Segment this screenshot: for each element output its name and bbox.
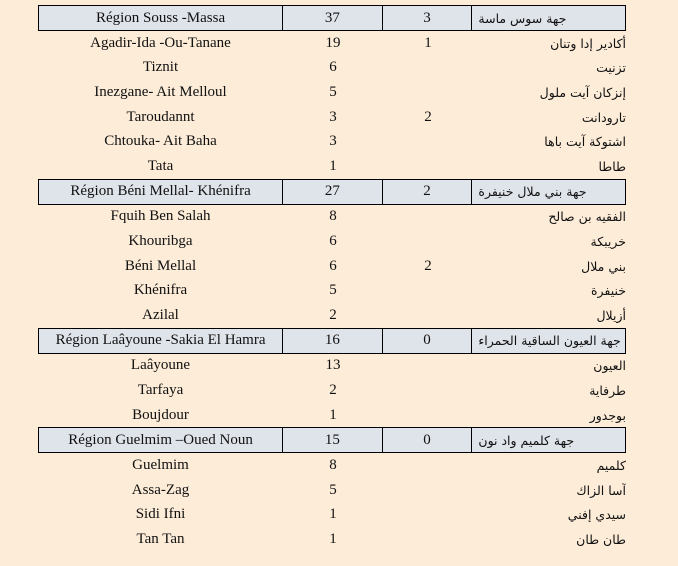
region-header-row	[38, 328, 626, 354]
region-other: 0	[383, 428, 473, 452]
province-row	[38, 31, 626, 56]
province-arabic-name: كلميم	[596, 458, 626, 474]
province-row	[38, 378, 626, 403]
province-seats: 8	[329, 457, 337, 474]
province-name: Guelmim	[132, 457, 189, 474]
province-other	[383, 527, 473, 552]
province-other: 2	[424, 108, 432, 125]
province-row	[38, 229, 626, 254]
region-other: 0	[383, 329, 473, 353]
province-arabic-name: آسا الزاك	[576, 482, 626, 498]
province-row	[38, 129, 626, 154]
province-row	[38, 503, 626, 528]
province-arabic-name: اشتوكة آيت باها	[544, 134, 626, 150]
region-seats: 27	[283, 180, 383, 204]
province-name: Khouribga	[128, 232, 193, 249]
province-other	[383, 129, 473, 154]
province-other	[383, 229, 473, 254]
province-arabic-name: بوجدور	[589, 407, 626, 423]
province-row	[38, 303, 626, 328]
region-other: 2	[383, 180, 473, 204]
province-other	[383, 478, 473, 503]
province-row	[38, 453, 626, 478]
province-arabic-name: طرفاية	[589, 382, 626, 398]
province-other	[383, 453, 473, 478]
province-seats: 1	[329, 157, 337, 174]
regions-table	[38, 5, 626, 552]
province-arabic-name: خنيفرة	[590, 283, 626, 299]
province-name: Tata	[147, 157, 174, 174]
province-other	[383, 403, 473, 428]
province-other	[383, 378, 473, 403]
region-name: Région Guelmim –Oued Noun	[39, 428, 283, 452]
province-other	[383, 80, 473, 105]
province-other	[383, 278, 473, 303]
province-seats: 5	[329, 83, 337, 100]
region-seats: 16	[283, 329, 383, 353]
province-seats: 5	[329, 282, 337, 299]
province-row	[38, 354, 626, 379]
region-arabic-name: جهة العيون الساقية الحمراء	[478, 333, 621, 349]
province-seats: 6	[329, 232, 337, 249]
province-arabic-name: تزنيت	[596, 60, 626, 76]
province-other: 1	[424, 34, 432, 51]
province-seats: 2	[329, 306, 337, 323]
region-header-row	[38, 5, 626, 31]
province-arabic-name: طان طان	[576, 531, 626, 547]
province-other	[383, 354, 473, 379]
province-row	[38, 278, 626, 303]
province-arabic-name: بني ملال	[581, 258, 626, 274]
region-name: Région Béni Mellal- Khénifra	[39, 180, 283, 204]
province-name: Inezgane- Ait Melloul	[94, 83, 227, 100]
province-name: Laâyoune	[130, 357, 191, 374]
province-other: 2	[424, 257, 432, 274]
province-row	[38, 105, 626, 130]
province-name: Tiznit	[142, 59, 179, 76]
province-name: Boujdour	[132, 406, 189, 423]
province-seats: 8	[329, 208, 337, 225]
province-row	[38, 154, 626, 179]
province-other	[383, 205, 473, 230]
province-name: Assa-Zag	[131, 481, 190, 498]
province-arabic-name: العيون	[593, 358, 626, 374]
province-row	[38, 205, 626, 230]
region-arabic-name: جهة بني ملال خنيفرة	[478, 184, 587, 200]
province-other	[383, 154, 473, 179]
province-arabic-name: خريبكة	[590, 233, 626, 249]
province-seats: 1	[329, 406, 337, 423]
province-name: Azilal	[142, 306, 179, 323]
province-name: Béni Mellal	[124, 257, 197, 274]
region-name: Région Laâyoune -Sakia El Hamra	[39, 329, 283, 353]
province-row	[38, 254, 626, 279]
region-header-row	[38, 179, 626, 205]
province-other	[383, 303, 473, 328]
province-seats: 6	[329, 59, 337, 76]
province-name: Tarfaya	[137, 381, 184, 398]
province-name: Fquih Ben Salah	[110, 208, 211, 225]
province-seats: 1	[329, 506, 337, 523]
region-arabic-name: جهة سوس ماسة	[478, 10, 567, 26]
region-name: Région Souss -Massa	[39, 6, 283, 30]
province-name: Tan Tan	[136, 530, 185, 547]
province-row	[38, 527, 626, 552]
region-header-row	[38, 427, 626, 453]
province-name: Agadir-Ida -Ou-Tanane	[90, 34, 231, 51]
province-arabic-name: أزيلال	[596, 307, 626, 323]
province-seats: 6	[329, 257, 337, 274]
province-seats: 1	[329, 530, 337, 547]
province-seats: 13	[325, 357, 341, 374]
province-arabic-name: تارودانت	[581, 109, 626, 125]
region-seats: 15	[283, 428, 383, 452]
province-arabic-name: طاطا	[598, 158, 626, 174]
province-name: Taroudannt	[126, 108, 195, 125]
province-arabic-name: سيدي إفني	[567, 507, 626, 523]
province-arabic-name: إنزكان آيت ملول	[539, 84, 626, 100]
region-other: 3	[383, 6, 473, 30]
province-other	[383, 56, 473, 81]
province-row	[38, 478, 626, 503]
province-seats: 3	[329, 133, 337, 150]
region-arabic-name: جهة كلميم واد نون	[478, 432, 575, 448]
province-seats: 3	[329, 108, 337, 125]
province-seats: 5	[329, 481, 337, 498]
province-name: Sidi Ifni	[135, 506, 186, 523]
province-name: Khénifra	[133, 282, 188, 299]
province-other	[383, 503, 473, 528]
province-row	[38, 403, 626, 428]
province-arabic-name: الفقيه بن صالح	[548, 209, 626, 225]
region-seats: 37	[283, 6, 383, 30]
province-name: Chtouka- Ait Baha	[104, 133, 217, 150]
province-arabic-name: أكادير إدا وتنان	[550, 35, 626, 51]
province-seats: 19	[325, 34, 341, 51]
province-seats: 2	[329, 381, 337, 398]
province-row	[38, 56, 626, 81]
province-row	[38, 80, 626, 105]
